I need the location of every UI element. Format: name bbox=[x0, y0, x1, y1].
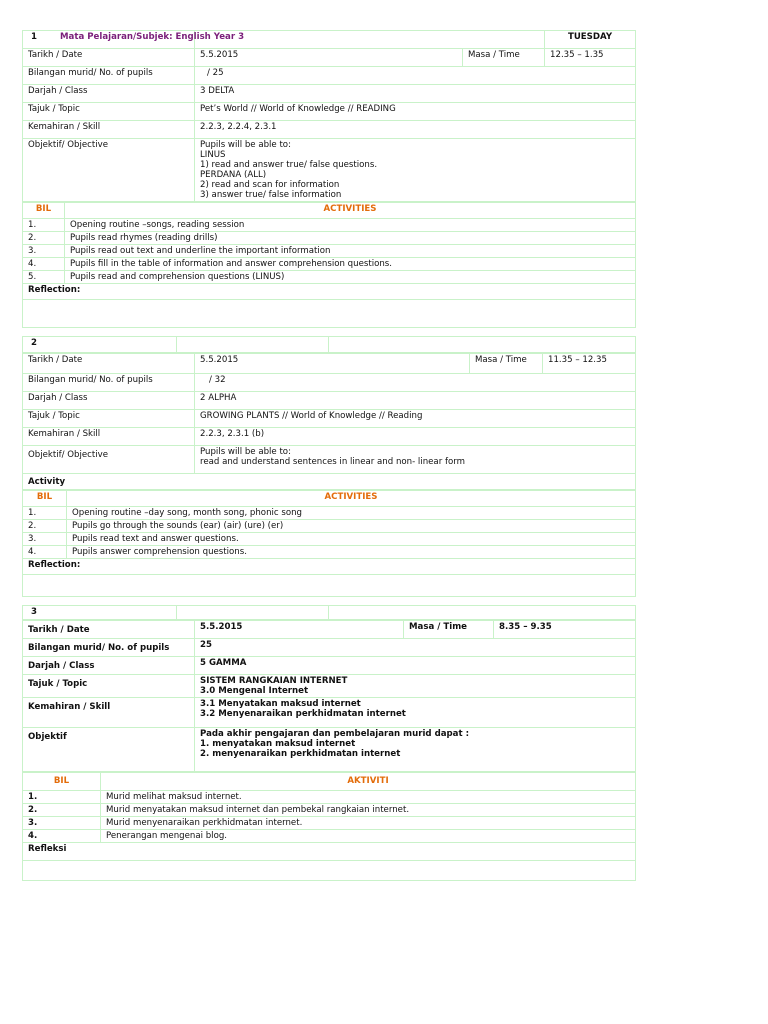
topic-value: Pet’s World // World of Knowledge // READING bbox=[195, 103, 636, 121]
skill-value: 2.2.3, 2.2.4, 2.3.1 bbox=[195, 121, 636, 139]
date-value: 5.5.2015 bbox=[195, 621, 404, 639]
activity-text: Pupils go through the sounds (ear) (air) (ure) (er) bbox=[67, 520, 636, 533]
bil-header: BIL bbox=[23, 491, 67, 507]
activity-number: 4. bbox=[23, 258, 65, 271]
bil-header: BIL bbox=[23, 203, 65, 219]
lesson-2-header-table bbox=[22, 336, 636, 353]
class-value: 5 GAMMA bbox=[195, 657, 636, 675]
activity-number: 2. bbox=[23, 232, 65, 245]
activity-number: 3. bbox=[23, 245, 65, 258]
skill-label: Kemahiran / Skill bbox=[23, 428, 195, 446]
activity-heading: Activity bbox=[23, 474, 636, 490]
activity-text: Pupils fill in the table of information and answer comprehension questions. bbox=[65, 258, 636, 271]
skill-label: Kemahiran / Skill bbox=[23, 121, 195, 139]
activity-text: Opening routine –songs, reading session bbox=[65, 219, 636, 232]
blank-cell bbox=[177, 337, 329, 353]
class-label: Darjah / Class bbox=[23, 392, 195, 410]
activity-text: Pupils read text and answer questions. bbox=[67, 533, 636, 546]
activity-text: Pupils read rhymes (reading drills) bbox=[65, 232, 636, 245]
topic-label: Tajuk / Topic bbox=[23, 103, 195, 121]
lesson-3-activities-table bbox=[22, 772, 636, 881]
date-label: Tarikh / Date bbox=[23, 354, 195, 374]
activity-text: Penerangan mengenai blog. bbox=[101, 830, 636, 843]
lesson-3-details-table bbox=[22, 620, 636, 772]
activity-text: Murid menyatakan maksud internet dan pembekal rangkaian internet. bbox=[101, 804, 636, 817]
blank-cell bbox=[177, 606, 329, 620]
activity-text: Pupils answer comprehension questions. bbox=[67, 546, 636, 559]
activity-number: 1. bbox=[23, 791, 101, 804]
objective-label: Objektif bbox=[23, 728, 195, 772]
activity-number: 3. bbox=[23, 533, 67, 546]
subject-title: Mata Pelajaran/Subjek: English Year 3 bbox=[55, 31, 405, 49]
time-value: 11.35 – 12.35 bbox=[543, 354, 636, 374]
skill-label: Kemahiran / Skill bbox=[23, 698, 195, 728]
reflection-label: Reflection: bbox=[23, 284, 636, 300]
lesson-1-activities-table bbox=[22, 202, 636, 328]
activity-number: 4. bbox=[23, 830, 101, 843]
day-label: TUESDAY bbox=[545, 31, 636, 49]
activity-text: Murid melihat maksud internet. bbox=[101, 791, 636, 804]
pupils-value: / 32 bbox=[195, 374, 636, 392]
pupils-label: Bilangan murid/ No. of pupils bbox=[23, 639, 195, 657]
class-label: Darjah / Class bbox=[23, 657, 195, 675]
activities-header: AKTIVITI bbox=[101, 773, 636, 791]
class-label: Darjah / Class bbox=[23, 85, 195, 103]
activity-text: Murid menyenaraikan perkhidmatan internet. bbox=[101, 817, 636, 830]
reflection-label: Reflection: bbox=[23, 559, 636, 575]
class-value: 2 ALPHA bbox=[195, 392, 636, 410]
bil-header: BIL bbox=[23, 773, 101, 791]
topic-value: GROWING PLANTS // World of Knowledge // Reading bbox=[195, 410, 636, 428]
activity-number: 5. bbox=[23, 271, 65, 284]
activity-text: Opening routine –day song, month song, phonic song bbox=[67, 507, 636, 520]
class-value: 3 DELTA bbox=[195, 85, 636, 103]
skill-value: 3.1 Menyatakan maksud internet 3.2 Menyenaraikan perkhidmatan internet bbox=[195, 698, 636, 728]
reflection-label: Refleksi bbox=[23, 843, 636, 861]
date-value: 5.5.2015 bbox=[195, 354, 470, 374]
blank-cell bbox=[329, 606, 636, 620]
objective-value: Pupils will be able to: read and understand sentences in linear and non- linear form bbox=[195, 446, 636, 474]
lesson-2-details-table bbox=[22, 353, 636, 490]
lesson-number: 2 bbox=[23, 337, 177, 353]
time-label: Masa / Time bbox=[404, 621, 494, 639]
objective-label: Objektif/ Objective bbox=[23, 139, 195, 202]
pupils-label: Bilangan murid/ No. of pupils bbox=[23, 374, 195, 392]
blank-cell bbox=[329, 337, 636, 353]
lesson-number: 1 bbox=[23, 31, 195, 49]
lesson-plan-document bbox=[22, 30, 635, 881]
topic-label: Tajuk / Topic bbox=[23, 675, 195, 698]
activity-text: Pupils read out text and underline the important information bbox=[65, 245, 636, 258]
lesson-number: 3 bbox=[23, 606, 177, 620]
time-value: 8.35 – 9.35 bbox=[494, 621, 636, 639]
reflection-box bbox=[23, 300, 636, 328]
date-label: Tarikh / Date bbox=[23, 621, 195, 639]
activity-number: 3. bbox=[23, 817, 101, 830]
lesson-1-header-table bbox=[22, 30, 636, 202]
reflection-box bbox=[23, 575, 636, 597]
activities-header: ACTIVITIES bbox=[67, 491, 636, 507]
skill-value: 2.2.3, 2.3.1 (b) bbox=[195, 428, 636, 446]
topic-label: Tajuk / Topic bbox=[23, 410, 195, 428]
activity-number: 4. bbox=[23, 546, 67, 559]
activity-number: 2. bbox=[23, 804, 101, 817]
objective-label: Objektif/ Objective bbox=[23, 446, 195, 474]
pupils-value: 25 bbox=[195, 639, 636, 657]
date-label: Tarikh / Date bbox=[23, 49, 195, 67]
date-value: 5.5.2015 bbox=[195, 49, 463, 67]
lesson-2-activities-table bbox=[22, 490, 636, 597]
activity-number: 2. bbox=[23, 520, 67, 533]
lesson-3-header-table bbox=[22, 605, 636, 620]
activities-header: ACTIVITIES bbox=[65, 203, 636, 219]
pupils-label: Bilangan murid/ No. of pupils bbox=[23, 67, 195, 85]
objective-value: Pupils will be able to: LINUS 1) read and answer true/ false questions. PERDANA (ALL) 2) read and scan for information 3) answer true/ false information bbox=[195, 139, 636, 202]
activity-number: 1. bbox=[23, 219, 65, 232]
time-value: 12.35 – 1.35 bbox=[545, 49, 636, 67]
activity-text: Pupils read and comprehension questions (LINUS) bbox=[65, 271, 636, 284]
reflection-box bbox=[23, 861, 636, 881]
time-label: Masa / Time bbox=[463, 49, 545, 67]
objective-value: Pada akhir pengajaran dan pembelajaran murid dapat : 1. menyatakan maksud internet 2. menyenaraikan perkhidmatan internet bbox=[195, 728, 636, 772]
topic-value: SISTEM RANGKAIAN INTERNET 3.0 Mengenal Internet bbox=[195, 675, 636, 698]
pupils-value: / 25 bbox=[195, 67, 636, 85]
time-label: Masa / Time bbox=[470, 354, 543, 374]
activity-number: 1. bbox=[23, 507, 67, 520]
